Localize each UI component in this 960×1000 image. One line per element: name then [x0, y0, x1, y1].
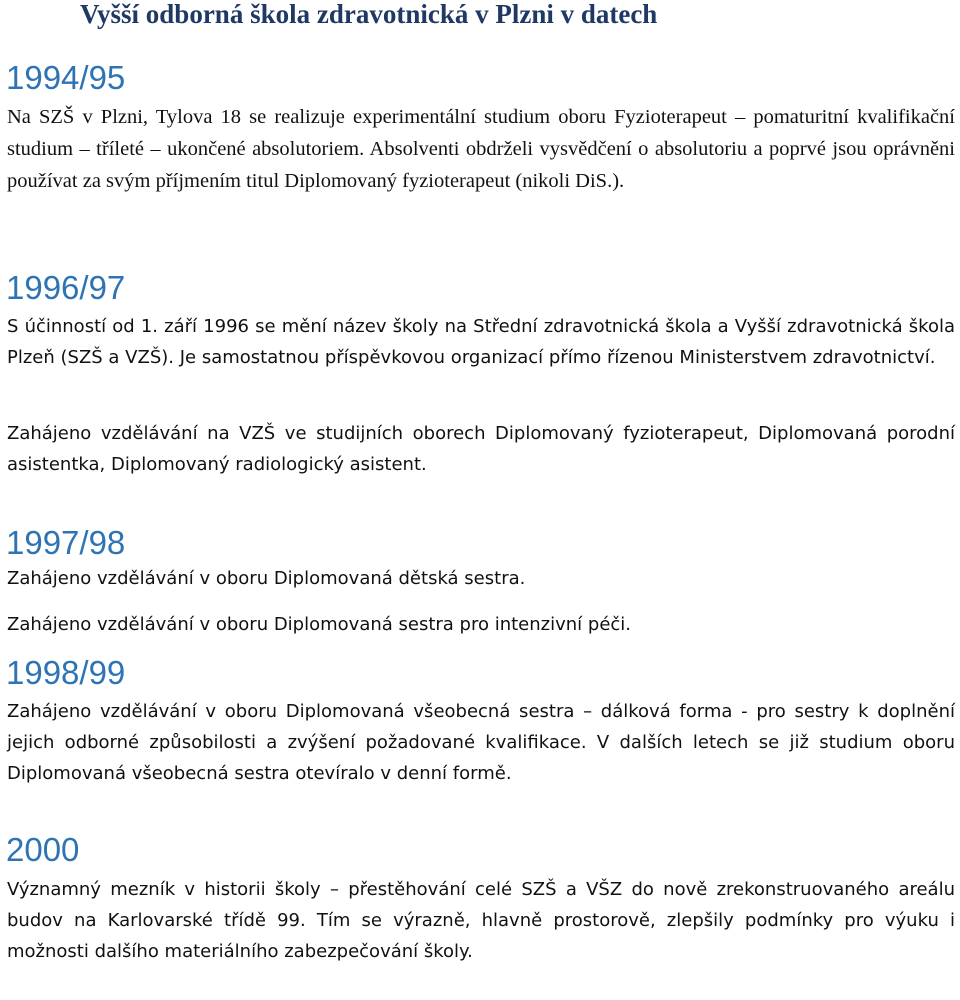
- paragraph-1994-95: Na SZŠ v Plzni, Tylova 18 se realizuje experimentální studium oboru Fyzioterapeut – pomaturitní kvalifikační studium – tříleté – ukončené absolutoriem. Absolventi obdrželi vysvědčení o absolutoriu a poprvé jsou oprávněni používat za svým příjmením titul Diplomovaný fyzioterapeut (nikoli DiS.).: [7, 106, 955, 192]
- paragraph-1998-99: Zahájeno vzdělávání v oboru Diplomovaná všeobecná sestra – dálková forma - pro sestry k doplnění jejich odborné způsobilosti a zvýšení požadované kvalifikace. V dalších letech se již studium oboru Diplomovaná všeobecná sestra otevíralo v denní formě.: [7, 701, 955, 784]
- document-title: Vyšší odborná škola zdravotnická v Plzni v datech: [80, 0, 658, 29]
- year-heading-1994-95: 1994/95: [6, 59, 126, 96]
- year-heading-2000: 2000: [6, 831, 80, 868]
- paragraph-2000: Významný mezník v historii školy – přestěhování celé SZŠ a VŠZ do nově zrekonstruovaného areálu budov na Karlovarské třídě 99. Tím se výrazně, hlavně prostorově, zlepšily podmínky pro výuku i možnosti dalšího materiálního zabezpečování školy.: [7, 879, 955, 962]
- paragraph-1996-97-name-change: S účinností od 1. září 1996 se mění název školy na Střední zdravotnická škola a Vyšší zdravotnická škola Plzeň (SZŠ a VZŠ). Je samostatnou příspěvkovou organizací přímo řízenou Ministerstvem zdravotnictví.: [7, 316, 955, 368]
- year-heading-1997-98: 1997/98: [6, 524, 126, 561]
- year-heading-1996-97: 1996/97: [6, 269, 126, 306]
- paragraph-1997-98-pediatric-nurse: Zahájeno vzdělávání v oboru Diplomovaná dětská sestra.: [7, 568, 526, 589]
- paragraph-1996-97-programs: Zahájeno vzdělávání na VZŠ ve studijních oborech Diplomovaný fyzioterapeut, Diplomovaná porodní asistentka, Diplomovaný radiologický asistent.: [7, 423, 955, 475]
- year-heading-1998-99: 1998/99: [6, 654, 126, 691]
- paragraph-1997-98-intensive-care: Zahájeno vzdělávání v oboru Diplomovaná sestra pro intenzivní péči.: [7, 614, 632, 635]
